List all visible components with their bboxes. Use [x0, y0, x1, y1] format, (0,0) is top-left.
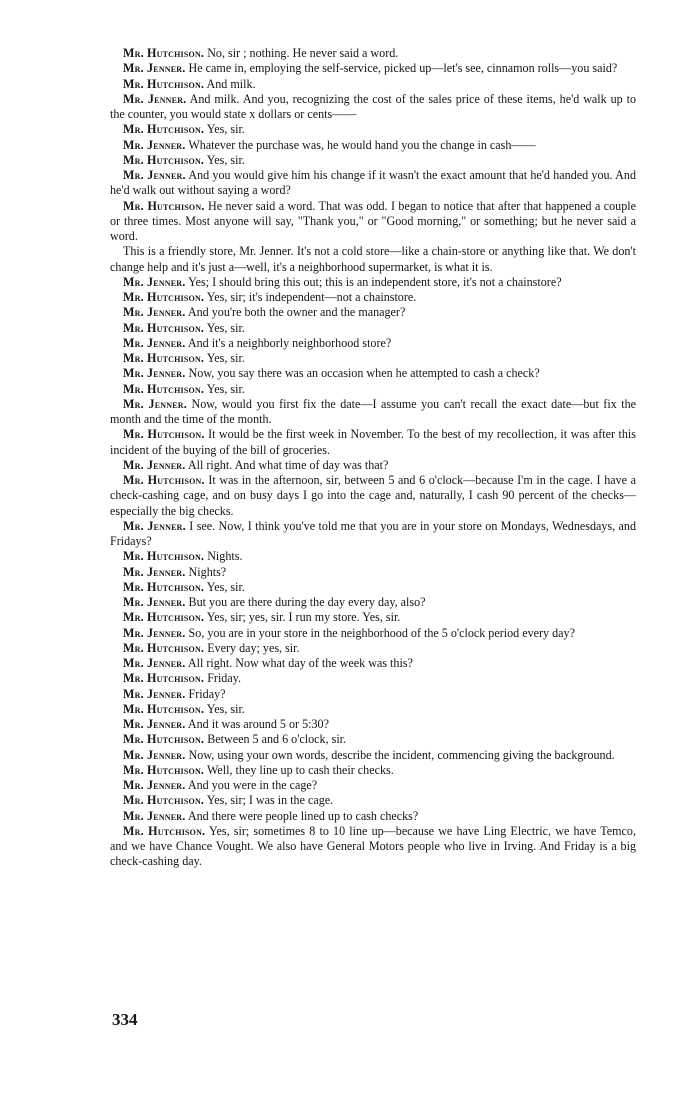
- speaker-name: Mr. Jenner.: [123, 778, 186, 792]
- testimony-text: Yes, sir.: [206, 351, 245, 365]
- testimony-text: Friday.: [207, 671, 241, 686]
- testimony-paragraph: [110, 656, 636, 671]
- testimony-text: And it's a neighborly neighborhood store?: [187, 335, 392, 350]
- speaker-name: Mr. Jenner.: [123, 396, 187, 411]
- testimony-text: It was in the afternoon, sir, between 5 and 6 o'clock—because I'm in the cage. I have a check-cashing cage, and on busy days I go into the cage and, naturally, I cash 90 percent of the checks—especially the big checks.: [110, 473, 637, 518]
- speaker-name: Mr. Hutchison.: [123, 823, 206, 838]
- testimony-paragraph: [110, 641, 636, 656]
- testimony-text: Well, they line up to cash their checks.: [206, 762, 394, 777]
- speaker-name: Mr. Jenner.: [123, 335, 186, 350]
- testimony-text: All right. And what time of day was that?: [187, 457, 389, 472]
- testimony-text: Yes, sir.: [206, 152, 245, 167]
- testimony-paragraph: [110, 610, 636, 625]
- speaker-name: Mr. Hutchison.: [123, 732, 205, 747]
- testimony-paragraph: [110, 687, 636, 702]
- testimony-paragraph: [110, 763, 636, 778]
- speaker-name: Mr. Hutchison.: [123, 640, 205, 655]
- testimony-text: Yes, sir.: [206, 381, 245, 396]
- testimony-text: Yes; I should bring this out; this is an independent store, it's not a chainstore?: [188, 274, 562, 289]
- speaker-name: Mr. Hutchison.: [123, 793, 205, 808]
- testimony-paragraph: [110, 366, 636, 381]
- speaker-name: Mr. Hutchison.: [123, 762, 205, 777]
- speaker-name: Mr. Jenner.: [123, 305, 186, 320]
- testimony-text: This is a friendly store, Mr. Jenner. It's not a cold store—like a chain-store or anything like that. We don't change help and it's just a—well, it's a neighborhood supermarket, is what it is.: [110, 244, 636, 274]
- speaker-name: Mr. Hutchison.: [123, 427, 205, 442]
- testimony-text: Yes, sir; I was in the cage.: [206, 793, 334, 808]
- testimony-text: Yes, sir.: [206, 579, 245, 594]
- testimony-paragraph: [110, 305, 636, 320]
- speaker-name: Mr. Jenner.: [123, 625, 186, 640]
- speaker-name: Mr. Jenner.: [123, 366, 186, 381]
- testimony-text: Between 5 and 6 o'clock, sir.: [207, 732, 347, 747]
- testimony-text: He came in, employing the self-service, picked up—let's see, cinnamon rolls—you said?: [188, 61, 618, 76]
- speaker-name: Mr. Hutchison.: [123, 152, 205, 167]
- transcript-page: [110, 46, 636, 870]
- testimony-paragraph: [110, 671, 636, 686]
- testimony-text: Yes, sir.: [206, 701, 245, 716]
- testimony-paragraph: [110, 519, 636, 550]
- testimony-text: It would be the first week in November. To the best of my recollection, it was after this incident of the buying of the bill of groceries.: [110, 427, 636, 457]
- testimony-paragraph: [110, 321, 636, 336]
- testimony-paragraph: [110, 61, 636, 76]
- testimony-paragraph: [110, 153, 636, 168]
- testimony-paragraph: [110, 122, 636, 137]
- testimony-paragraph: [110, 458, 636, 473]
- speaker-name: Mr. Hutchison.: [123, 381, 205, 396]
- testimony-paragraph: [110, 382, 636, 397]
- testimony-text: Friday?: [188, 686, 226, 701]
- speaker-name: Mr. Jenner.: [123, 518, 186, 533]
- testimony-paragraph: [110, 626, 636, 641]
- testimony-paragraph: [110, 244, 636, 275]
- testimony-paragraph: [110, 717, 636, 732]
- testimony-paragraph: [110, 199, 636, 245]
- testimony-text: Now, using your own words, describe the incident, commencing giving the background.: [188, 747, 615, 762]
- testimony-text: And milk.: [206, 76, 256, 91]
- speaker-name: Mr. Hutchison.: [123, 290, 205, 304]
- speaker-name: Mr. Hutchison.: [123, 610, 205, 625]
- speaker-name: Mr. Hutchison.: [123, 198, 205, 213]
- testimony-paragraph: [110, 46, 636, 61]
- testimony-paragraph: [110, 732, 636, 747]
- testimony-paragraph: [110, 351, 636, 366]
- testimony-text: I see. Now, I think you've told me that you are in your store on Mondays, Wednesdays, and Fridays?: [110, 518, 636, 548]
- testimony-text: Whatever the purchase was, he would hand you the change in cash——: [188, 137, 536, 152]
- testimony-paragraph: [110, 580, 636, 595]
- speaker-name: Mr. Jenner.: [123, 91, 187, 106]
- testimony-paragraph: [110, 473, 636, 519]
- speaker-name: Mr. Jenner.: [123, 808, 186, 823]
- testimony-paragraph: [110, 809, 636, 824]
- testimony-text: And you would give him his change if it wasn't the exact amount that he'd handed you. And he'd walk out without saying a word?: [110, 168, 636, 198]
- speaker-name: Mr. Hutchison.: [123, 76, 205, 91]
- testimony-paragraph: [110, 92, 636, 123]
- testimony-paragraph: [110, 702, 636, 717]
- speaker-name: Mr. Jenner.: [123, 274, 186, 289]
- testimony-text: Every day; yes, sir.: [207, 640, 300, 655]
- speaker-name: Mr. Jenner.: [123, 61, 186, 76]
- speaker-name: Mr. Hutchison.: [123, 579, 205, 594]
- testimony-text: Yes, sir; sometimes 8 to 10 line up—because we have Ling Electric, we have Temco, and we have Chance Vought. We also have General Motors people who live in Irving. And Friday is a big check-cashing day.: [110, 823, 636, 869]
- testimony-text: He never said a word. That was odd. I began to notice that after that happened a couple or three times. Most anyone will say, "Thank you," or "Good morning," or something; but he never said a word.: [110, 198, 636, 243]
- testimony-paragraph: [110, 427, 636, 458]
- testimony-paragraph: [110, 824, 636, 870]
- testimony-text: And it was around 5 or 5:30?: [187, 717, 329, 731]
- testimony-text: And you were in the cage?: [187, 778, 318, 792]
- speaker-name: Mr. Jenner.: [123, 656, 186, 670]
- testimony-text: And you're both the owner and the manager?: [187, 305, 406, 320]
- testimony-text: But you are there during the day every day, also?: [188, 595, 426, 609]
- testimony-paragraph: [110, 565, 636, 580]
- testimony-paragraph: [110, 138, 636, 153]
- speaker-name: Mr. Hutchison.: [123, 671, 205, 686]
- speaker-name: Mr. Hutchison.: [123, 122, 205, 137]
- speaker-name: Mr. Jenner.: [123, 686, 186, 701]
- speaker-name: Mr. Jenner.: [123, 747, 186, 762]
- speaker-name: Mr. Hutchison.: [123, 701, 205, 716]
- testimony-text: Yes, sir; it's independent—not a chainstore.: [206, 290, 417, 304]
- testimony-text: Yes, sir.: [206, 122, 245, 137]
- testimony-text: Nights?: [188, 564, 227, 579]
- testimony-text: Now, you say there was an occasion when he attempted to cash a check?: [188, 366, 540, 381]
- testimony-paragraph: [110, 595, 636, 610]
- speaker-name: Mr. Jenner.: [123, 457, 186, 472]
- speaker-name: Mr. Hutchison.: [123, 320, 205, 335]
- speaker-name: Mr. Hutchison.: [123, 549, 205, 564]
- testimony-text: So, you are in your store in the neighborhood of the 5 o'clock period every day?: [188, 625, 575, 640]
- speaker-name: Mr. Hutchison.: [123, 46, 205, 60]
- testimony-paragraph: [110, 168, 636, 199]
- testimony-paragraph: [110, 290, 636, 305]
- speaker-name: Mr. Jenner.: [123, 564, 186, 579]
- testimony-paragraph: [110, 275, 636, 290]
- testimony-paragraph: [110, 77, 636, 92]
- speaker-name: Mr. Jenner.: [123, 168, 186, 182]
- speaker-name: Mr. Hutchison.: [123, 473, 205, 487]
- testimony-text: And milk. And you, recognizing the cost of the sales price of these items, he'd walk up to the counter, you would state x dollars or cents——: [110, 91, 637, 121]
- testimony-text: No, sir ; nothing. He never said a word.: [207, 46, 399, 60]
- testimony-paragraph: [110, 336, 636, 351]
- testimony-paragraph: [110, 778, 636, 793]
- testimony-paragraph: [110, 549, 636, 564]
- speaker-name: Mr. Hutchison.: [123, 351, 205, 365]
- page-number: 334: [112, 1010, 138, 1029]
- speaker-name: Mr. Jenner.: [123, 137, 186, 152]
- testimony-paragraph: [110, 748, 636, 763]
- testimony-text: All right. Now what day of the week was this?: [187, 656, 413, 670]
- testimony-text: Now, would you first fix the date—I assume you can't recall the exact date—but fix the month and the time of the month.: [110, 396, 637, 426]
- testimony-text: And there were people lined up to cash checks?: [187, 808, 419, 823]
- speaker-name: Mr. Jenner.: [123, 595, 186, 609]
- testimony-text: Yes, sir; yes, sir. I run my store. Yes, sir.: [206, 610, 401, 625]
- testimony-text: Yes, sir.: [206, 320, 245, 335]
- testimony-text: Nights.: [207, 549, 243, 564]
- speaker-name: Mr. Jenner.: [123, 717, 186, 731]
- testimony-paragraph: [110, 793, 636, 808]
- testimony-paragraph: [110, 397, 636, 428]
